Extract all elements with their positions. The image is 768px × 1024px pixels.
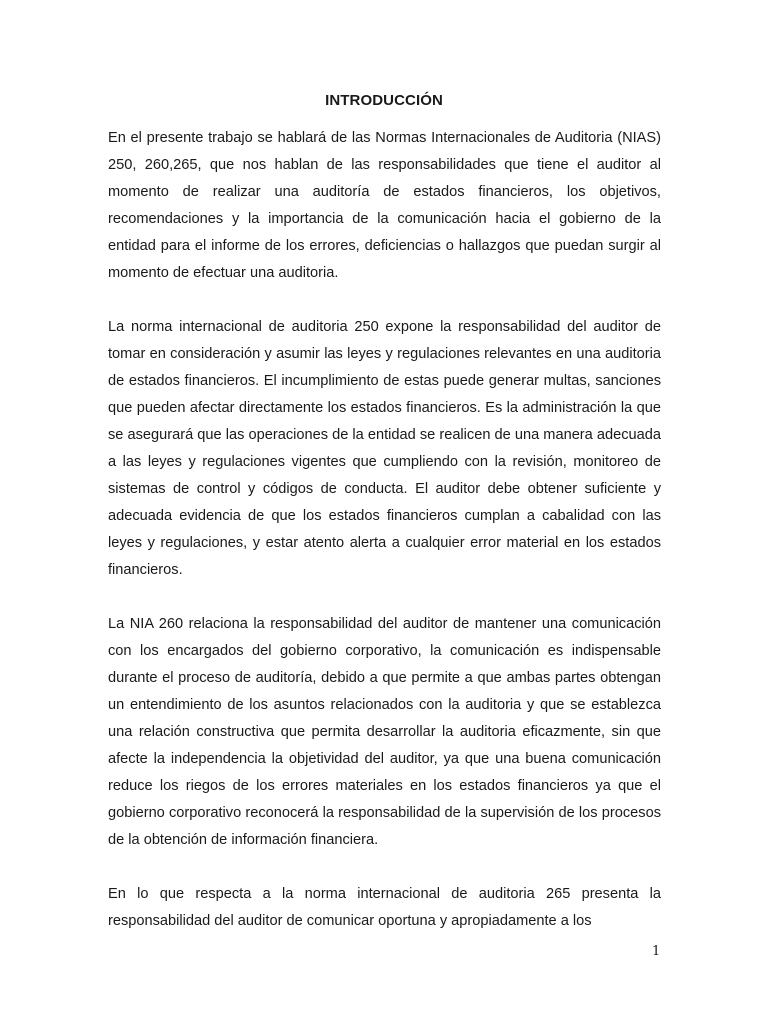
paragraph-introduction: En el presente trabajo se hablará de las Normas Internacionales de Auditoria (NIAS) 250, 260,265, que nos hablan de las responsabilidades que tiene el auditor al momento de realizar una auditoría de estados financieros, los objetivos, recomendaciones y la importancia de la comunicación hacia el gobierno de la entidad para el informe de los errores, deficiencias o hallazgos que puedan surgir al momento de efectuar una auditoria. <box>108 130 661 281</box>
paragraph-nia-260: La NIA 260 relaciona la responsabilidad del auditor de mantener una comunicación con los encargados del gobierno corporativo, la comunicación es indispensable durante el proceso de auditoría, debido a que permite a que ambas partes obtengan un entendimiento de los asuntos relacionados con la auditoria y que se establezca una relación constructiva que permita desarrollar la auditoria eficazmente, sin que afecte la independencia la objetividad del auditor, ya que una buena comunicación reduce los riegos de los errores materiales en los estados financieros ya que el gobierno corporativo reconocerá la responsabilidad de la supervisión de los procesos de la obtención de información financiera. <box>108 616 661 848</box>
paragraph-nia-250: La norma internacional de auditoria 250 expone la responsabilidad del auditor de tomar en consideración y asumir las leyes y regulaciones relevantes en una auditoria de estados financieros. El incumplimiento de estas puede generar multas, sanciones que pueden afectar directamente los estados financieros. Es la administración la que se asegurará que las operaciones de la entidad se realicen de una manera adecuada a las leyes y regulaciones vigentes que cumpliendo con la revisión, monitoreo de sistemas de control y códigos de conducta. El auditor debe obtener suficiente y adecuada evidencia de que los estados financieros cumplan a cabalidad con las leyes y regulaciones, y estar atento alerta a cualquier error material en los estados financieros. <box>108 319 661 578</box>
page-number: 1 <box>652 944 661 959</box>
document-body <box>108 125 661 962</box>
document-title: INTRODUCCIÓN <box>325 92 443 109</box>
paragraph-nia-265: En lo que respecta a la norma internacional de auditoria 265 presenta la responsabilidad del auditor de comunicar oportuna y apropiadamente a los <box>108 886 661 929</box>
